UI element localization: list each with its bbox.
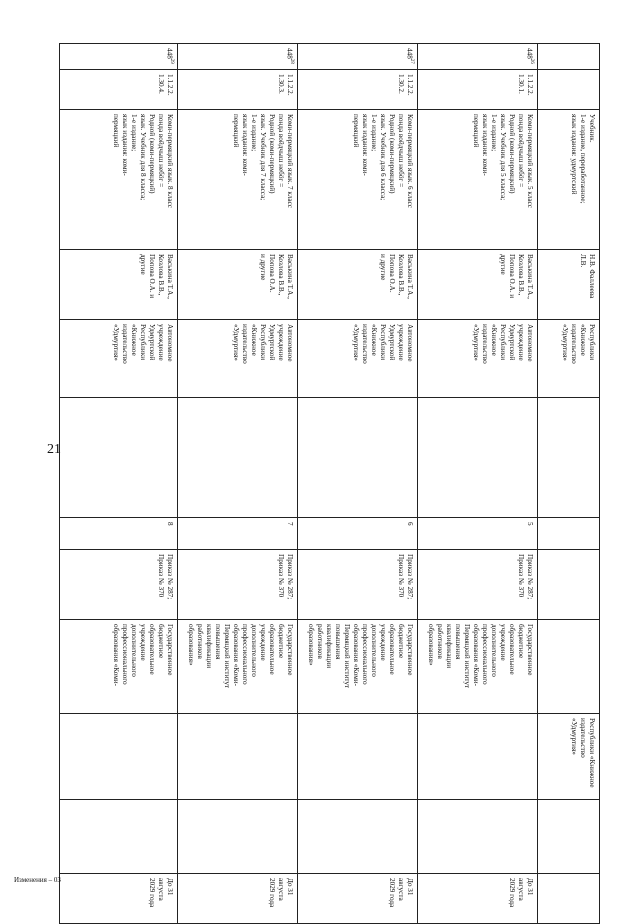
- cell-text: Учебник. 1-е издание, переработанное; язык издания: удмуртский: [570, 114, 596, 204]
- table-cell-c1: [418, 44, 538, 70]
- table-cell-c2: [418, 70, 538, 110]
- table-cell-c12: [538, 874, 600, 924]
- table-cell-c11: [178, 800, 298, 874]
- cell-text: Коми-пермяцкий язык. 8 класс понда войдчыш небöг = Родной (коми-пермяцкий) язык. Учебник для 8 класса; 1-е издание; язык издания: коми- пермяцкий: [112, 114, 174, 208]
- table-cell-c9: [298, 620, 418, 714]
- table-cell-c3: [60, 110, 178, 250]
- cell-text: До 31 августа 2029 года: [388, 878, 414, 908]
- table-cell-c8: [178, 550, 298, 620]
- cell-text: Государственное бюджетное образовательное учреждение дополнительного профессионального образования «Коми- Пермяцкий институт повышения квалификации работников образования»: [307, 624, 414, 689]
- table-cell-c7: [538, 518, 600, 550]
- table-cell-c4: [178, 250, 298, 320]
- cell-text: Васькина Т.А., Козлова В.В., Попова О.А. и другие: [379, 254, 414, 299]
- table-row: [178, 44, 298, 924]
- cell-text: Автономное учреждение Удмуртской Республики «Книжное издательство «Удмуртия»: [472, 324, 534, 364]
- page-number: 21: [47, 442, 61, 457]
- table-cell-c7: [298, 518, 418, 550]
- cell-text: 448: [165, 48, 174, 59]
- table-cell-c6: [178, 398, 298, 518]
- table-cell-c11: [60, 800, 178, 874]
- table-cell-c12: [178, 874, 298, 924]
- table-cell-c9: [538, 620, 600, 714]
- table-cell-c6: [60, 398, 178, 518]
- cell-text: Государственное бюджетное образовательное учреждение дополнительного профессионального образования «Коми- Пермяцкий институт повышения квалификации работников образования»: [427, 624, 534, 689]
- table-cell-c1: [178, 44, 298, 70]
- cell-text: 8: [166, 522, 174, 526]
- table-cell-c2: [178, 70, 298, 110]
- table-cell-c9: [418, 620, 538, 714]
- cell-text: 1.1.2.2. 1.30.4.: [157, 74, 174, 96]
- cell-text: Автономное учреждение Удмуртской Республики «Книжное издательство «Удмуртия»: [232, 324, 294, 364]
- table-cell-c8: [418, 550, 538, 620]
- cell-text: До 31 августа 2029 года: [268, 878, 294, 908]
- cell-text: Приказ № 287; Приказ № 370: [517, 554, 534, 600]
- footer-changes: Изменения – 03: [14, 876, 61, 884]
- cell-text: 448: [405, 48, 414, 59]
- table-cell-c8: [538, 550, 600, 620]
- table-cell-c10: [298, 714, 418, 800]
- cell-text: До 31 августа 2029 года: [148, 878, 174, 908]
- cell-text: Коми-пермяцкий язык. 5 класс понда войдчыш небöг = Родной (коми-пермяцкий) язык. Учебник для 5 класса; 1-е издание; язык издания: коми- пермяцкий: [472, 114, 534, 208]
- cell-text: Республики «Книжное издательство «Удмуртия»: [570, 718, 596, 788]
- table-cell-c10: [178, 714, 298, 800]
- table-cell-c6: [298, 398, 418, 518]
- table-cell-c11: [538, 800, 600, 874]
- cell-text: 448: [285, 48, 294, 59]
- cell-text: 448: [525, 48, 534, 59]
- table-cell-c10: [538, 714, 600, 800]
- cell-text: Автономное учреждение Удмуртской Республики «Книжное издательство «Удмуртия»: [112, 324, 174, 364]
- cell-text: Коми-пермяцкий язык. 7 класс понда войдчыш небöг = Родной (коми-пермяцкий) язык. Учебник для 7 класса; 1-е издание; язык издания: коми- пермяцкий: [232, 114, 294, 208]
- rotated-table-container: [60, 43, 600, 923]
- row-number-superscript: 28: [289, 58, 294, 64]
- table-cell-c5: [538, 320, 600, 398]
- cell-text: Государственное бюджетное образовательное учреждение дополнительного профессионального образования «Коми- Пермяцкий институт повышения квалификации работников образования»: [187, 624, 294, 689]
- table-cell-c8: [298, 550, 418, 620]
- table-cell-c7: [418, 518, 538, 550]
- table-cell-c3: [538, 110, 600, 250]
- table-row: [418, 44, 538, 924]
- textbook-table: [59, 43, 600, 924]
- table-cell-c10: [60, 714, 178, 800]
- table-cell-c8: [60, 550, 178, 620]
- table-row: [298, 44, 418, 924]
- cell-text: 1.1.2.2. 1.30.3.: [277, 74, 294, 96]
- table-row: [60, 44, 178, 924]
- table-cell-c12: [298, 874, 418, 924]
- cell-text: Васькина Т.А., Козлова В.В., Попова О.А. и другие: [499, 254, 534, 299]
- cell-text: Приказ № 287; Приказ № 370: [157, 554, 174, 600]
- table-cell-c7: [178, 518, 298, 550]
- table-cell-c1: [538, 44, 600, 70]
- cell-text: Государственное бюджетное образовательное учреждение дополнительного профессионального образования «Коми-: [112, 624, 174, 686]
- table-cell-c9: [60, 620, 178, 714]
- cell-text: Автономное учреждение Удмуртской Республики «Книжное издательство «Удмуртия»: [352, 324, 414, 364]
- cell-text: 1.1.2.2. 1.30.2.: [397, 74, 414, 96]
- cell-text: 1.1.2.2. 1.30.1.: [517, 74, 534, 96]
- table-cell-c7: [60, 518, 178, 550]
- row-number-superscript: 26: [529, 58, 534, 64]
- table-cell-c4: [298, 250, 418, 320]
- table-cell-c6: [538, 398, 600, 518]
- table-cell-c6: [418, 398, 538, 518]
- cell-text: 5: [526, 522, 534, 526]
- table-cell-c4: [418, 250, 538, 320]
- table-cell-c4: [538, 250, 600, 320]
- cell-text: Н.В. Фаллеева Л.В.: [579, 254, 596, 299]
- table-cell-c1: [298, 44, 418, 70]
- table-cell-c1: [60, 44, 178, 70]
- table-cell-c12: [418, 874, 538, 924]
- table-cell-c3: [178, 110, 298, 250]
- table-cell-c5: [178, 320, 298, 398]
- table-cell-c9: [178, 620, 298, 714]
- cell-text: 7: [286, 522, 294, 526]
- table-cell-c2: [60, 70, 178, 110]
- table-cell-c3: [298, 110, 418, 250]
- cell-text: Коми-пермяцкий язык. 6 класс понда войдчыш небöг = Родной (коми-пермяцкий) язык. Учебник для 6 класса; 1-е издание; язык издания: коми- пермяцкий: [352, 114, 414, 208]
- row-number-superscript: 27: [409, 58, 414, 64]
- cell-text: Приказ № 287; Приказ № 370: [397, 554, 414, 600]
- table-cell-c5: [60, 320, 178, 398]
- table-cell-c2: [538, 70, 600, 110]
- cell-text: Васькина Т.А., Козлова В.В., Попова О.А. и другие: [259, 254, 294, 299]
- table-cell-c11: [418, 800, 538, 874]
- cell-text: Республики «Книжное издательство «Удмуртия»: [561, 324, 596, 364]
- table-cell-c10: [418, 714, 538, 800]
- cell-text: Приказ № 287; Приказ № 370: [277, 554, 294, 600]
- row-number-superscript: 29: [169, 58, 174, 64]
- table-cell-c5: [418, 320, 538, 398]
- table-row: [538, 44, 600, 924]
- table-cell-c4: [60, 250, 178, 320]
- cell-text: До 31 августа 2029 года: [508, 878, 534, 908]
- table-cell-c2: [298, 70, 418, 110]
- table-cell-c11: [298, 800, 418, 874]
- table-cell-c5: [298, 320, 418, 398]
- cell-text: Васькина Т.А., Козлова В.В., Попова О.А. и другие: [139, 254, 174, 299]
- table-cell-c3: [418, 110, 538, 250]
- table-body: [60, 44, 600, 924]
- cell-text: 6: [406, 522, 414, 526]
